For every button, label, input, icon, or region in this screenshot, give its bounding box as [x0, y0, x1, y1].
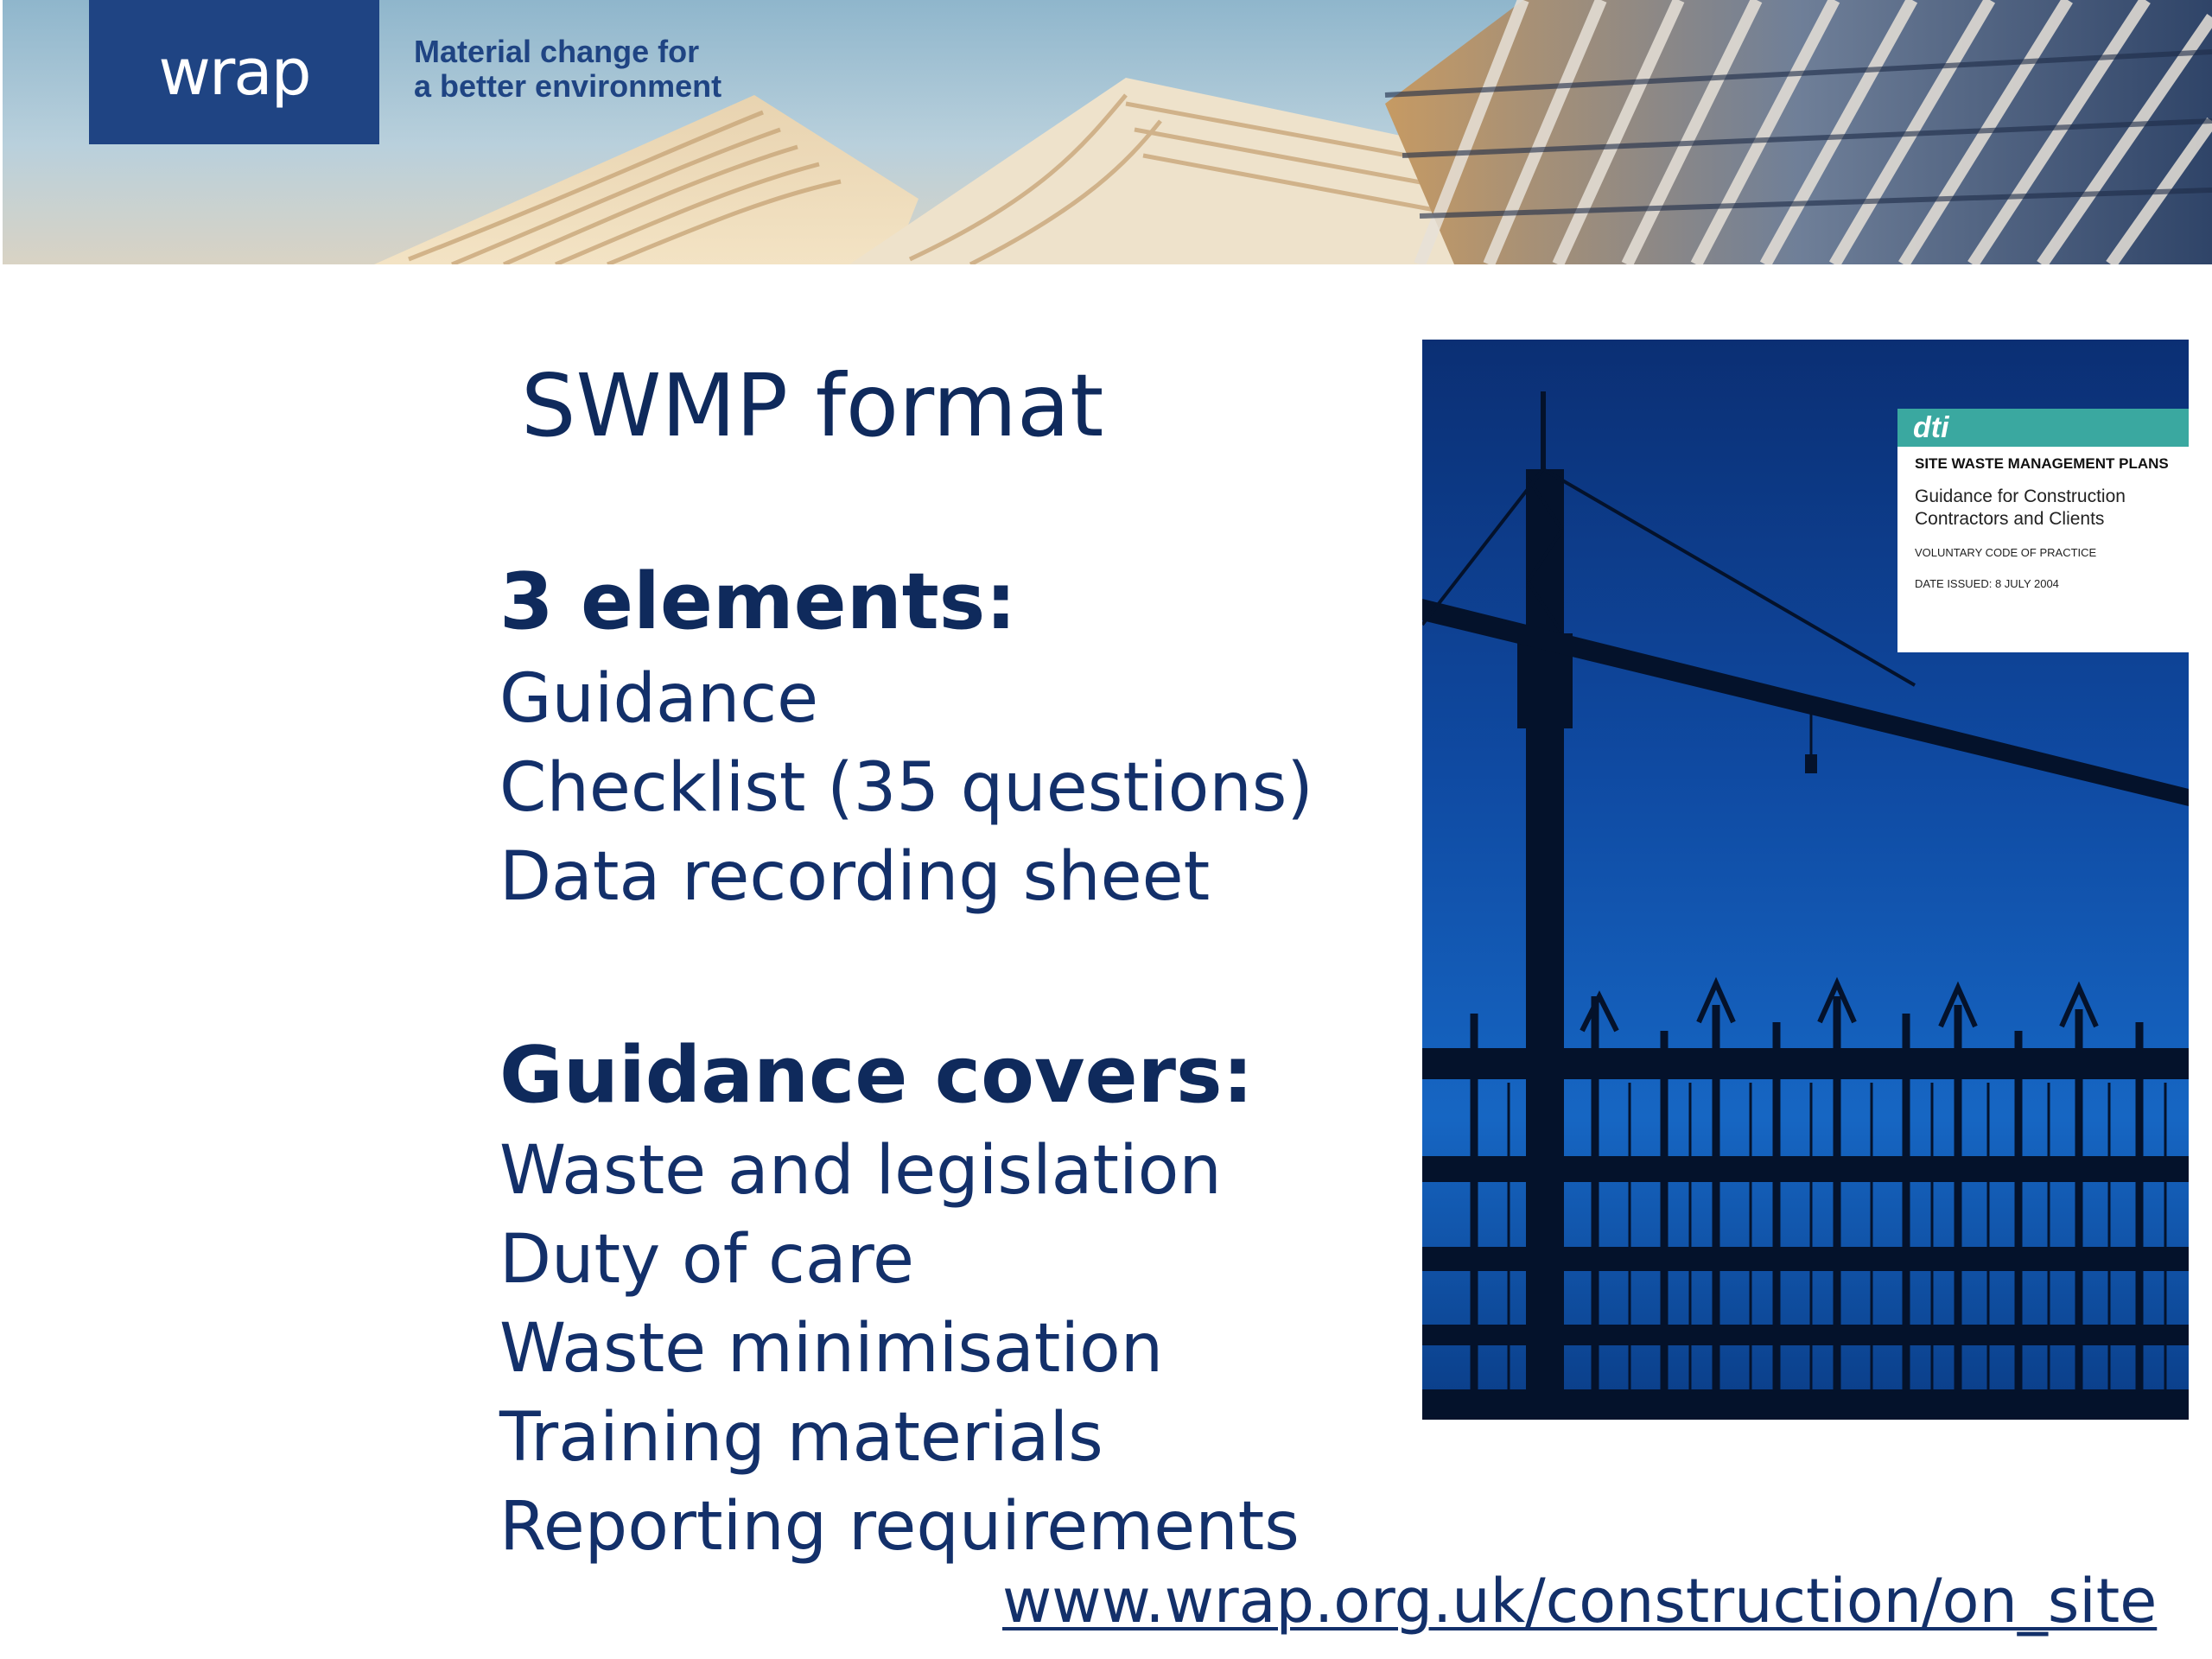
- swmp-document-cover: [1422, 340, 2189, 1420]
- guidance-item: Waste minimisation: [499, 1310, 1164, 1388]
- dti-logo: dti: [1913, 411, 1949, 444]
- guidance-item: Training materials: [499, 1399, 1103, 1477]
- elements-heading: 3 elements:: [499, 556, 1017, 647]
- dti-band: [1897, 409, 2189, 447]
- tagline-line-2: a better environment: [414, 68, 722, 104]
- guidance-item: Waste and legislation: [499, 1132, 1222, 1210]
- logo-text: wrap: [158, 35, 310, 110]
- header-banner: [3, 0, 2212, 264]
- document-code: VOLUNTARY CODE OF PRACTICE: [1915, 546, 2097, 559]
- slide-title: SWMP format: [521, 355, 1104, 456]
- guidance-section: [499, 1028, 1300, 1572]
- wrap-website-link[interactable]: www.wrap.org.uk/construction/on_site: [1002, 1566, 2158, 1637]
- guidance-item: Duty of care: [499, 1221, 915, 1299]
- guidance-item: Reporting requirements: [499, 1488, 1300, 1566]
- element-item: Guidance: [499, 660, 819, 738]
- guidance-heading: Guidance covers:: [499, 1030, 1254, 1121]
- element-item: Data recording sheet: [499, 838, 1211, 916]
- element-item: Checklist (35 questions): [499, 749, 1313, 827]
- document-title: SITE WASTE MANAGEMENT PLANS: [1915, 455, 2169, 472]
- wrap-logo[interactable]: [89, 0, 379, 144]
- document-subtitle: Guidance for Construction Contractors and Clients: [1915, 486, 2126, 529]
- elements-section: [499, 555, 1313, 922]
- document-title-label: [1897, 409, 2189, 652]
- tagline-line-1: Material change for: [414, 34, 700, 69]
- tagline: [414, 35, 721, 104]
- document-date: DATE ISSUED: 8 JULY 2004: [1915, 577, 2059, 590]
